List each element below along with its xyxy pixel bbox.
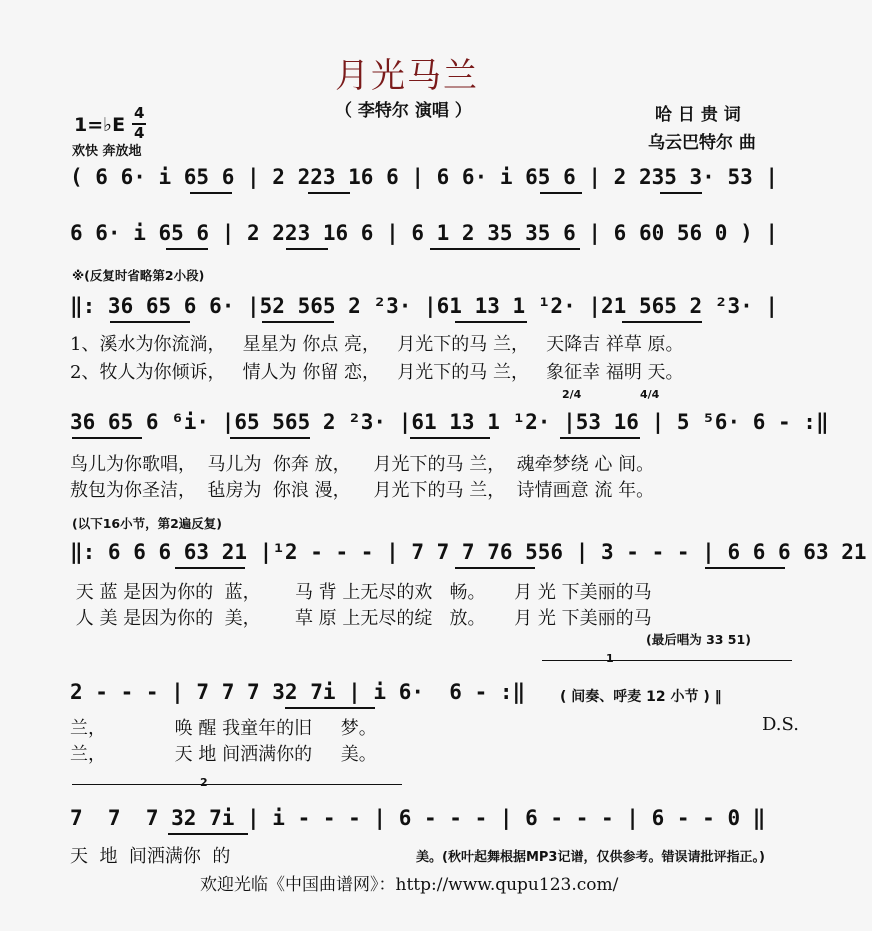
beam-underline	[190, 192, 232, 194]
song-title: 月光马兰	[335, 56, 479, 96]
beam-underline	[560, 437, 640, 439]
beam-underline	[166, 248, 208, 250]
time-change-4-4: 4/4	[640, 388, 660, 401]
lyrics-row-3-verse-2: 2、牧人为你倾诉， 情人为 你留 恋， 月光下的马 兰， 象征幸 福明 天。	[70, 362, 684, 383]
lyrics-row-4-verse-2: 敖包为你圣洁， 毡房为 你浪 漫， 月光下的马 兰， 诗情画意 流 年。	[70, 480, 655, 501]
lyricist-credit: 哈 日 贵 词	[655, 105, 741, 125]
beam-underline	[262, 321, 334, 323]
beam-underline	[285, 707, 375, 709]
dal-segno-marking: D.S.	[762, 714, 799, 735]
notation-row-2: 6 6· i 65 6 | 2 223 16 6 | 6 1 2 35 35 6 | 6 60 56 0 ) |	[70, 221, 779, 245]
beam-underline	[308, 192, 350, 194]
notation-row-1: ( 6 6· i 65 6 | 2 223 16 6 | 6 6· i 65 6 | 2 235 3· 53 |	[70, 165, 779, 189]
volta-1-bracket	[542, 660, 792, 661]
segno-instruction: ※(反复时省略第2小段)	[72, 268, 205, 283]
beam-underline	[72, 437, 142, 439]
time-change-2-4: 2/4	[562, 388, 582, 401]
footer-url[interactable]: 欢迎光临《中国曲谱网》：http://www.qupu123.com/	[200, 875, 619, 895]
performer-credit: （ 李特尔 演唱 ）	[335, 101, 472, 121]
lyrics-row-5-line-1: 天 蓝 是因为你的 蓝， 马 背 上无尽的欢 畅。 月 光 下美丽的马	[70, 582, 652, 603]
beam-underline	[622, 321, 702, 323]
lyrics-row-4-verse-1: 鸟儿为你歌唱， 马儿为 你奔 放， 月光下的马 兰， 魂牵梦绕 心 间。	[70, 454, 655, 475]
beam-underline	[175, 567, 245, 569]
volta-1-label: 1	[606, 652, 614, 665]
lyrics-row-6-line-1: 兰， 唤 醒 我童年的旧 梦。	[70, 718, 377, 739]
volta-2-label: 2	[200, 776, 208, 789]
beam-underline	[110, 321, 190, 323]
volta-2-bracket	[72, 784, 402, 785]
composer-credit: 乌云巴特尔 曲	[648, 133, 756, 153]
time-signature-top: 4	[134, 104, 145, 122]
notation-row-3: ‖: 36 65 6 6· |52 565 2 ²3· |61 13 1 ¹2· |21 565 2 ²3· |	[70, 294, 779, 318]
notation-row-6: 2 - - - | 7 7 7 32 7i | i 6· 6 - :‖	[70, 680, 526, 704]
beam-underline	[168, 833, 248, 835]
time-signature-bottom: 4	[134, 124, 145, 142]
lyrics-row-6-line-2: 兰， 天 地 间洒满你的 美。	[70, 744, 377, 765]
beam-underline	[410, 437, 490, 439]
notation-row-5: ‖: 6 6 6 63 21 |¹2 - - - | 7 7 7 76 556 | 3 - - - | 6 6 6 63 21	[70, 540, 867, 564]
interlude-note: ( 间奏、呼麦 12 小节 ) ‖	[560, 689, 722, 705]
lyrics-row-7: 天 地 间洒满你 的	[70, 846, 231, 867]
beam-underline	[230, 437, 310, 439]
beam-underline	[430, 248, 580, 250]
lyrics-row-3-verse-1: 1、溪水为你流淌， 星星为 你点 亮， 月光下的马 兰， 天降吉 祥草 原。	[70, 334, 684, 355]
tempo-marking: 欢快 奔放地	[72, 144, 142, 159]
notation-row-4: 36 65 6 ⁶i· |65 565 2 ²3· |61 13 1 ¹2· |53 16 | 5 ⁵6· 6 - :‖	[70, 410, 829, 434]
beam-underline	[286, 248, 328, 250]
beam-underline	[540, 192, 582, 194]
beam-underline	[705, 567, 785, 569]
beam-underline	[660, 192, 702, 194]
beam-underline	[455, 321, 527, 323]
key-signature: 1=♭E	[74, 114, 126, 136]
beam-underline	[455, 567, 535, 569]
section-instruction: (以下16小节，第2遍反复)	[72, 516, 223, 531]
lyrics-row-5-line-2: 人 美 是因为你的 美， 草 原 上无尽的绽 放。 月 光 下美丽的马	[70, 608, 652, 629]
last-time-note: (最后唱为 33 51)	[646, 632, 751, 647]
notation-row-7: 7 7 7 32 7i | i - - - | 6 - - - | 6 - - - | 6 - - 0 ‖	[70, 806, 766, 830]
transcriber-note: 美。(秋叶起舞根据MP3记谱，仅供参考。错误请批评指正。)	[416, 850, 765, 865]
